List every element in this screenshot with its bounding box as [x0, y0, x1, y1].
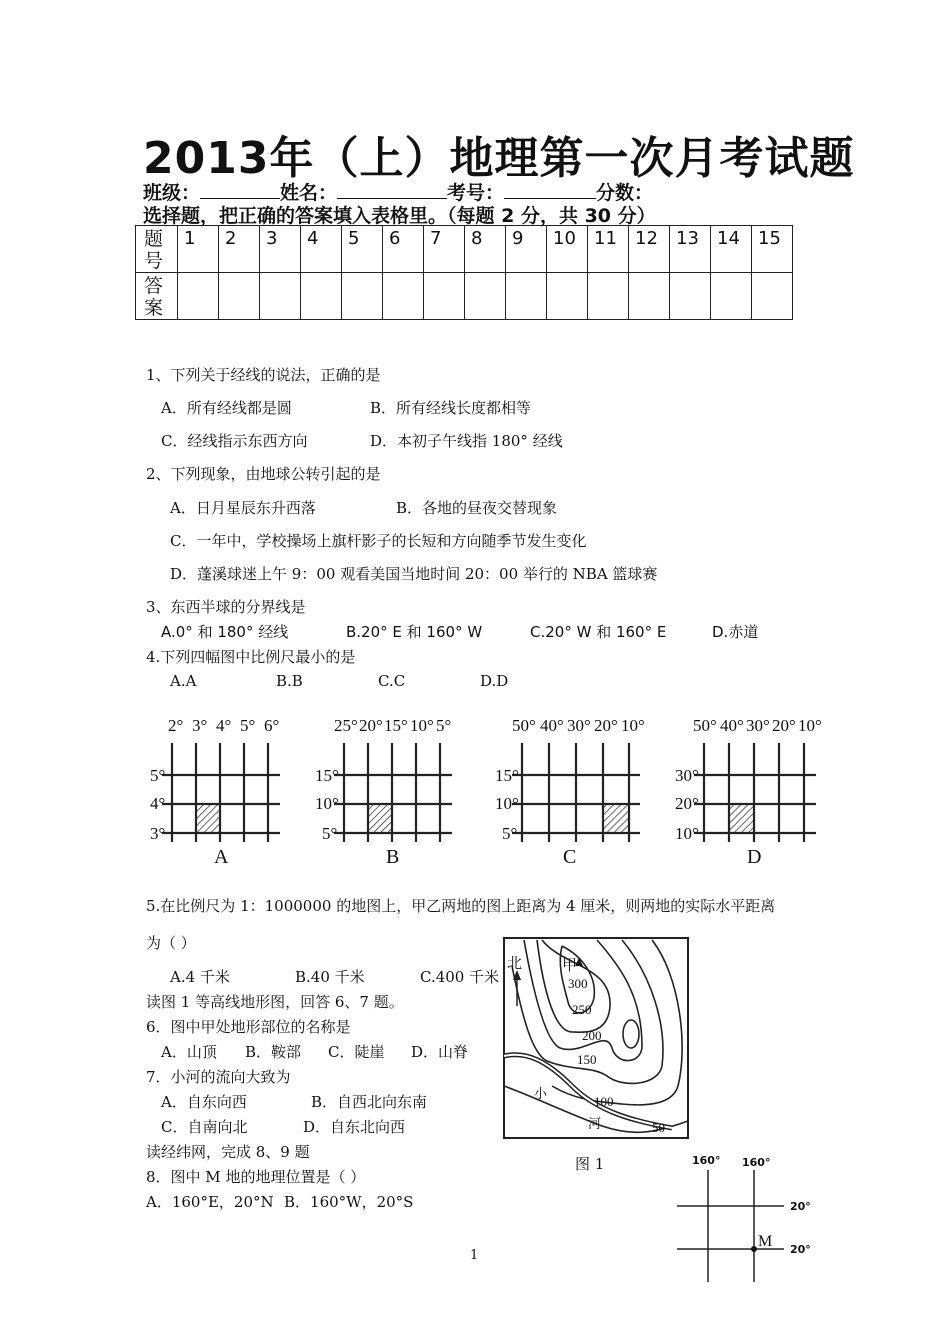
q2-option-c: C．一年中，学校操场上旗杆影子的长短和方向随季节发生变化	[170, 532, 587, 550]
map-a-top-label: 4°	[216, 716, 232, 735]
q1-option-c: C．经线指示东西方向	[161, 432, 308, 450]
number-cell: 3	[260, 226, 301, 273]
q8-option-b: B．160°W，20°S	[284, 1193, 414, 1211]
q8-stem: 8．图中 M 地的地理位置是（ ）	[146, 1168, 366, 1186]
q5-option-c: C.400 千米	[420, 968, 500, 986]
answer-cell[interactable]	[629, 273, 670, 320]
q6-option-b: B．鞍部	[245, 1043, 302, 1061]
row-head-number-text: 题号	[144, 228, 164, 272]
q7-option-d: D．自东北向西	[303, 1118, 406, 1136]
q5-stem-line1: 5.在比例尺为 1：1000000 的地图上，甲乙两地的图上距离为 4 厘米，则两地的实际水平距离	[146, 897, 776, 915]
q2-option-b: B．各地的昼夜交替现象	[396, 499, 558, 517]
q3-option-b: B.20° E 和 160° W	[346, 623, 483, 641]
number-cell: 1	[178, 226, 219, 273]
q5-stem-line2: 为（ ）	[146, 934, 196, 952]
q3-option-c: C.20° W 和 160° E	[530, 623, 667, 641]
q6-option-d: D．山脊	[411, 1043, 469, 1061]
map-c-left-label: 15°	[495, 766, 519, 785]
q4-option-a: A.A	[170, 672, 197, 690]
elevation-label: 300	[568, 976, 588, 991]
answer-cell[interactable]	[424, 273, 465, 320]
q3-option-d: D.赤道	[712, 623, 759, 641]
map-c-top-label: 20°	[594, 716, 618, 735]
point-m-marker	[751, 1246, 757, 1252]
grid-map-a	[150, 716, 280, 868]
map-d-top-label: 20°	[772, 716, 796, 735]
map-b-left-label: 15°	[315, 766, 339, 785]
peak-label: 甲	[562, 958, 578, 974]
q7-option-c: C．自南向北	[161, 1118, 248, 1136]
number-cell: 4	[301, 226, 342, 273]
q4-option-d: D.D	[480, 672, 509, 690]
q4-stem: 4.下列四幅图中比例尺最小的是	[146, 648, 356, 666]
answer-cell[interactable]	[383, 273, 424, 320]
map-d-left-label: 30°	[675, 766, 699, 785]
q1-option-b: B．所有经线长度都相等	[370, 399, 532, 417]
name-label: 姓名：	[280, 182, 338, 204]
map-b-caption: B	[386, 846, 400, 868]
map-a-top-label: 5°	[240, 716, 256, 735]
q2-option-a: A．日月星辰东升西落	[170, 499, 316, 517]
figure-1-caption: 图 1	[575, 1155, 605, 1173]
page-number: 1	[470, 1248, 479, 1263]
answer-cell[interactable]	[342, 273, 383, 320]
map-a-top-label: 3°	[192, 716, 208, 735]
q6-option-a: A．山顶	[161, 1043, 217, 1061]
q7-option-b: B．自西北向东南	[311, 1093, 428, 1111]
q3-stem: 3、东西半球的分界线是	[146, 598, 306, 616]
map-d-left-label: 20°	[675, 794, 699, 813]
row-head-answer-text: 答案	[144, 275, 164, 319]
elevation-label: 200	[582, 1028, 602, 1043]
q6-option-c: C．陡崖	[328, 1043, 385, 1061]
number-label: 考号：	[447, 182, 505, 204]
map-b-left-label: 5°	[322, 824, 338, 843]
answer-cell[interactable]	[301, 273, 342, 320]
grid-map-d	[675, 716, 822, 868]
number-cell: 12	[629, 226, 670, 273]
answer-cell[interactable]	[465, 273, 506, 320]
map-a-left-label: 4°	[150, 794, 166, 813]
answer-cell[interactable]	[752, 273, 793, 320]
map-c-top-label: 30°	[567, 716, 591, 735]
map-d-caption: D	[747, 846, 762, 868]
river-char: 小	[534, 1086, 548, 1101]
map-a-caption: A	[214, 846, 229, 868]
number-cell: 7	[424, 226, 465, 273]
map-d-top-label: 40°	[720, 716, 744, 735]
number-cell: 14	[711, 226, 752, 273]
number-cell: 8	[465, 226, 506, 273]
north-label: 北	[507, 956, 523, 972]
q3-option-a: A.0° 和 180° 经线	[161, 623, 289, 641]
number-cell: 9	[506, 226, 547, 273]
read-instruction-2: 读经纬网，完成 8、9 题	[146, 1143, 310, 1161]
map-b-top-label: 25°	[334, 716, 358, 735]
map-a-left-label: 3°	[150, 824, 166, 843]
class-label: 班级：	[143, 182, 201, 204]
latitude-label-upper: 20°	[790, 1200, 811, 1213]
map-b-left-label: 10°	[315, 794, 339, 813]
q1-option-a: A．所有经线都是圆	[161, 399, 292, 417]
map-a-top-label: 2°	[168, 716, 184, 735]
answer-table	[135, 225, 793, 320]
river-char: 河	[588, 1116, 602, 1131]
answer-cell[interactable]	[670, 273, 711, 320]
longitude-label-left: 160°	[692, 1154, 721, 1167]
elevation-label: 100	[594, 1094, 614, 1109]
map-c-top-label: 50°	[512, 716, 536, 735]
number-cell: 13	[670, 226, 711, 273]
contour-map-figure	[502, 936, 692, 1141]
map-c-top-label: 40°	[540, 716, 564, 735]
score-label: 分数：	[596, 182, 654, 204]
q8-option-a: A．160°E，20°N	[146, 1193, 274, 1211]
answer-cell[interactable]	[219, 273, 260, 320]
answer-row	[136, 273, 793, 320]
number-cell: 6	[383, 226, 424, 273]
number-cell: 2	[219, 226, 260, 273]
map-d-left-label: 10°	[675, 824, 699, 843]
page-title: 2013年（上）地理第一次月考试题	[143, 133, 855, 184]
grid-maps-figure	[140, 705, 840, 870]
q5-option-a: A.4 千米	[170, 968, 230, 986]
answer-cell[interactable]	[178, 273, 219, 320]
answer-cell[interactable]	[547, 273, 588, 320]
map-c-top-label: 10°	[621, 716, 645, 735]
point-m-label: M	[758, 1233, 773, 1250]
map-b-top-label: 5°	[436, 716, 452, 735]
q7-option-a: A．自东向西	[161, 1093, 247, 1111]
q1-option-d: D．本初子午线指 180° 经线	[370, 432, 563, 450]
grid-map-c	[495, 716, 645, 868]
q2-option-d: D．蓬溪球迷上午 9：00 观看美国当地时间 20：00 举行的 NBA 篮球赛	[170, 565, 658, 583]
q6-stem: 6．图中甲处地形部位的名称是	[146, 1018, 351, 1036]
class-blank[interactable]	[200, 182, 280, 199]
number-blank[interactable]	[504, 182, 596, 199]
q4-option-b: B.B	[276, 672, 303, 690]
instruction: 选择题，把正确的答案填入表格里。（每题 2 分，共 30 分）	[143, 205, 656, 227]
answer-cell[interactable]	[588, 273, 629, 320]
map-a-top-label: 6°	[264, 716, 280, 735]
grid-map-b	[315, 716, 452, 868]
map-d-top-label: 30°	[746, 716, 770, 735]
number-cell: 5	[342, 226, 383, 273]
answer-cell[interactable]	[506, 273, 547, 320]
map-c-left-label: 5°	[502, 824, 518, 843]
longitude-label-right: 160°	[742, 1156, 771, 1169]
answer-cell[interactable]	[711, 273, 752, 320]
q5-option-b: B.40 千米	[295, 968, 365, 986]
question-number-row	[136, 226, 793, 273]
name-blank[interactable]	[337, 182, 447, 199]
latitude-label-lower: 20°	[790, 1243, 811, 1256]
q2-stem: 2、下列现象，由地球公转引起的是	[146, 465, 381, 483]
answer-cell[interactable]	[260, 273, 301, 320]
elevation-label: 250	[572, 1002, 592, 1017]
lat-long-grid-figure	[672, 1150, 822, 1282]
row-head-answer	[136, 273, 178, 320]
row-head-number	[136, 226, 178, 273]
number-cell: 15	[752, 226, 793, 273]
map-c-caption: C	[563, 846, 577, 868]
elevation-label: 150	[577, 1052, 597, 1067]
map-d-top-label: 10°	[798, 716, 822, 735]
map-b-top-label: 10°	[410, 716, 434, 735]
q4-option-c: C.C	[378, 672, 406, 690]
q7-stem: 7．小河的流向大致为	[146, 1068, 291, 1086]
map-b-top-label: 20°	[359, 716, 383, 735]
map-c-left-label: 10°	[495, 794, 519, 813]
map-a-left-label: 5°	[150, 766, 166, 785]
q1-stem: 1、下列关于经线的说法，正确的是	[146, 366, 381, 384]
number-cell: 11	[588, 226, 629, 273]
read-instruction-1: 读图 1 等高线地形图，回答 6、7 题。	[146, 993, 404, 1011]
number-cell: 10	[547, 226, 588, 273]
elevation-label: 50	[652, 1120, 665, 1135]
map-d-top-label: 50°	[693, 716, 717, 735]
map-b-top-label: 15°	[384, 716, 408, 735]
